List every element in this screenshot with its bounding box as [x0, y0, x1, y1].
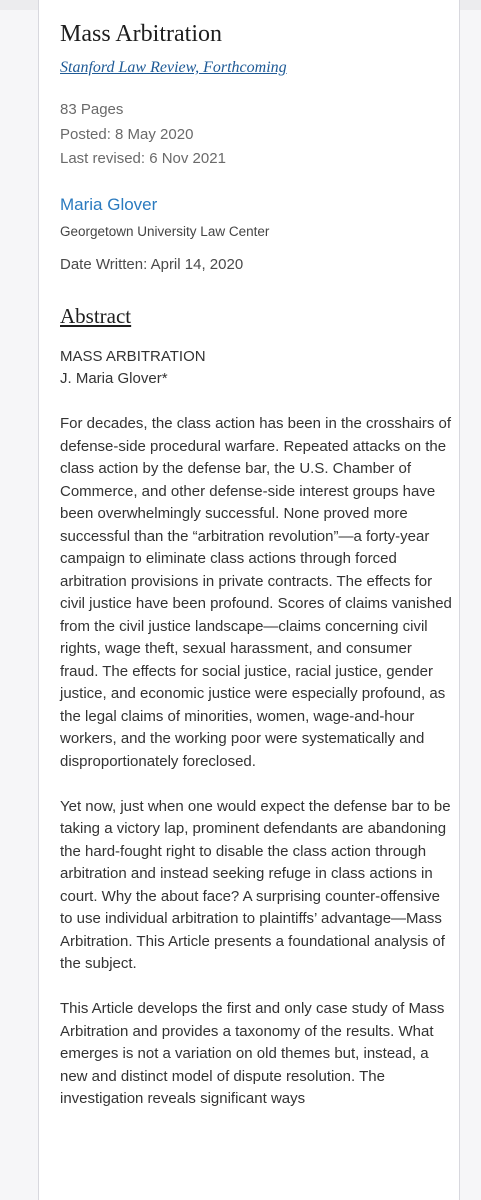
abstract-paragraph-1: For decades, the class action has been in the crosshairs of defense-side procedural warfare. Repeated attacks on the class action by the defense bar, the U.S. Chamber of Commerce, and other defense-side interest groups have been overwhelmingly successful. None proved more successful than the “arbitration revolution”—a forty-year campaign to eliminate class actions through forced arbitration provisions in private contracts. The effects for civil justice have been profound. Scores of claims vanished from the civil justice landscape—claims concerning civil rights, wage theft, sexual harassment, and consumer fraud. The effects for social justice, racial justice, gender justice, and economic justice were especially profound, as the legal claims of minorities, women, wage-and-hour workers, and the working poor were systematically and disproportionately foreclosed.	[60, 415, 452, 770]
paper-meta	[60, 98, 452, 172]
abstract-header	[60, 346, 452, 391]
author-link[interactable]: Maria Glover	[60, 194, 158, 214]
paper-title: Mass Arbitration	[60, 21, 222, 47]
abstract-heading: Abstract	[60, 303, 132, 328]
page-count: 83 Pages	[60, 101, 124, 118]
left-margin	[0, 10, 38, 1200]
paper-content	[60, 18, 452, 1133]
right-margin	[460, 10, 481, 1200]
author-affiliation: Georgetown University Law Center	[60, 223, 270, 239]
date-written: Date Written: April 14, 2020	[60, 255, 244, 273]
abstract-header-author: J. Maria Glover*	[60, 370, 168, 388]
abstract-header-title: MASS ARBITRATION	[60, 347, 206, 365]
abstract-paragraph-2: Yet now, just when one would expect the defense bar to be taking a victory lap, prominent defendants are abandoning the hard-fought right to disable the class action through arbitration and instead seeking refuge in class actions in court. Why the about face? A surprising counter-offensive to use individual arbitration to plaintiffs’ advantage—Mass Arbitration. This Article presents a foundational analysis of the subject.	[60, 797, 451, 973]
abstract-body	[60, 346, 452, 1111]
revised-date: Last revised: 6 Nov 2021	[60, 150, 226, 167]
paper-card	[38, 0, 460, 1200]
posted-date: Posted: 8 May 2020	[60, 125, 194, 143]
abstract-paragraph-3: This Article develops the first and only case study of Mass Arbitration and provides a taxonomy of the results. What emerges is not a variation on old themes but, instead, a new and distinct model of dispute resolution. The investigation reveals significant ways	[60, 1000, 445, 1108]
journal-link[interactable]: Stanford Law Review, Forthcoming	[60, 59, 287, 76]
